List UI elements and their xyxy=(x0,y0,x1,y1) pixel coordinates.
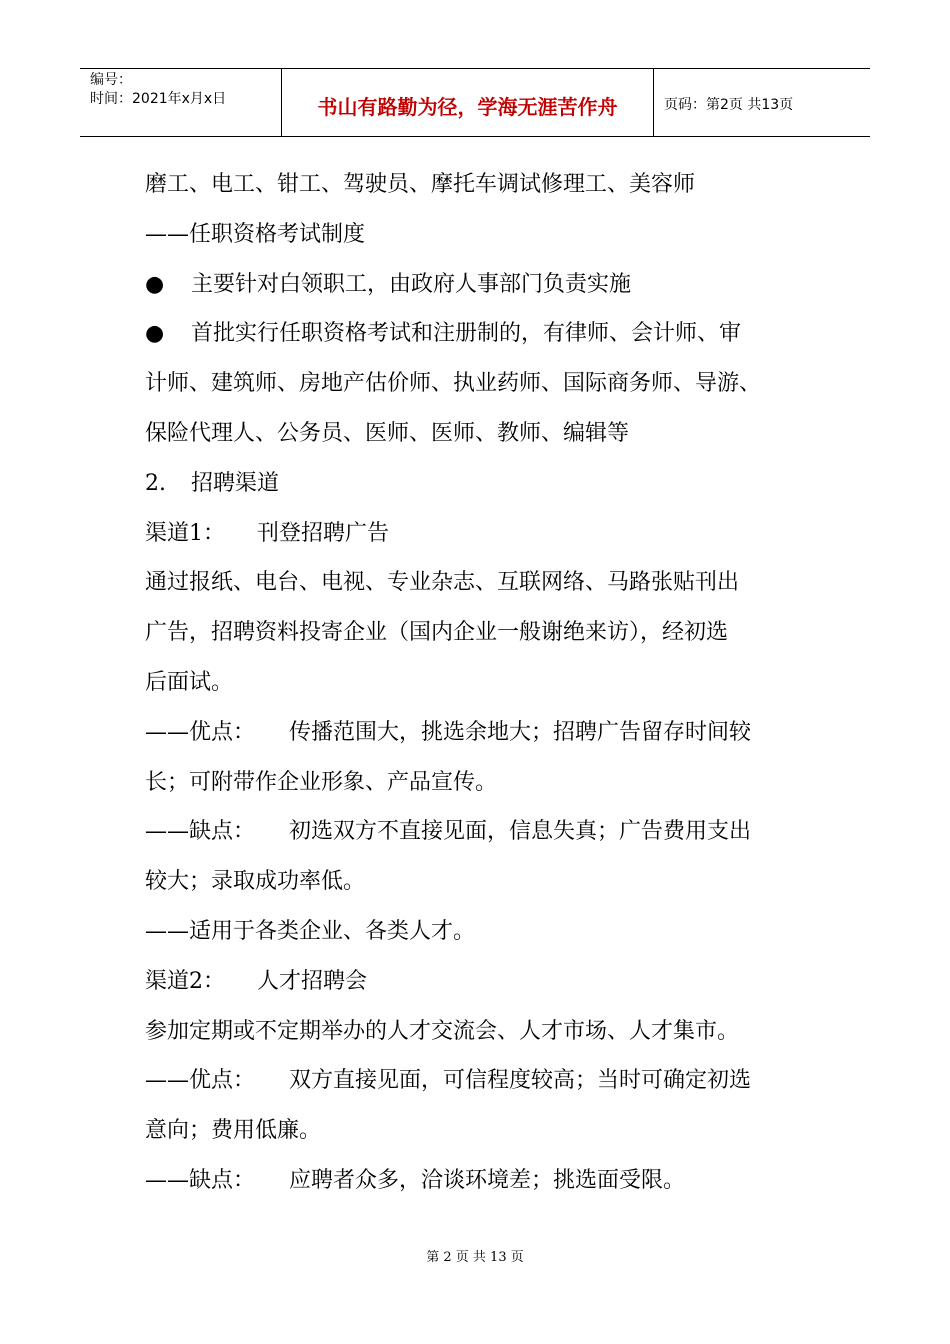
channel-label: 渠道1： xyxy=(145,520,225,546)
cons-text: 应聘者众多，洽谈环境差；挑选面受限。 xyxy=(289,1167,686,1193)
bullet-text: 首批实行任职资格考试和注册制的，有律师、会计师、审 xyxy=(191,321,742,347)
section-title: 招聘渠道 xyxy=(191,470,280,496)
text-line: 磨工、电工、钳工、驾驶员、摩托车调试修理工、美容师 xyxy=(145,172,696,197)
header-page-info: 页码：第2页 共13页 xyxy=(664,96,794,113)
channel-title: 刊登招聘广告 xyxy=(257,520,390,546)
text-line: 较大；录取成功率低。 xyxy=(145,869,366,895)
header-number: 编号： xyxy=(90,72,132,88)
bullet-dot-icon: ● xyxy=(145,321,165,347)
cons-line xyxy=(145,1156,825,1206)
text-line: ——适用于各类企业、各类人才。 xyxy=(145,918,476,944)
pros-text: 传播范围大，挑选余地大；招聘广告留存时间较 xyxy=(289,719,752,745)
pros-line xyxy=(145,1056,825,1106)
channel-heading xyxy=(145,509,825,559)
section-number: 2. xyxy=(145,470,166,496)
bullet-item xyxy=(145,260,825,310)
bullet-text: 主要针对白领职工，由政府人事部门负责实施 xyxy=(191,271,632,297)
text-line: 参加定期或不定期举办的人才交流会、人才市场、人才集市。 xyxy=(145,1018,740,1044)
text-line: 通过报纸、电台、电视、专业杂志、互联网络、马路张贴刊出 xyxy=(145,570,740,596)
cons-line xyxy=(145,807,825,857)
bullet-item xyxy=(145,309,825,359)
header-meta xyxy=(80,69,282,136)
page-footer: 第 2 页 共 13 页 xyxy=(426,1250,524,1265)
header-motto: 书山有路勤为径，学海无涯苦作舟 xyxy=(282,69,654,136)
text-line: 保险代理人、公务员、医师、医师、教师、编辑等 xyxy=(145,420,630,446)
header-time: 时间：2021年x月x日 xyxy=(90,91,227,107)
section-heading xyxy=(145,459,825,509)
pros-label: ——优点： xyxy=(145,1068,256,1094)
cons-label: ——缺点： xyxy=(145,1167,256,1193)
text-line: 长；可附带作企业形象、产品宣传。 xyxy=(145,769,498,795)
channel-title: 人才招聘会 xyxy=(257,968,368,994)
bullet-dot-icon: ● xyxy=(145,271,165,297)
pros-line xyxy=(145,708,825,758)
text-line: 意向；费用低廉。 xyxy=(145,1118,322,1144)
cons-text: 初选双方不直接见面，信息失真；广告费用支出 xyxy=(289,819,752,845)
channel-heading xyxy=(145,957,825,1007)
document-body xyxy=(145,160,825,1206)
text-line: 计师、建筑师、房地产估价师、执业药师、国际商务师、导游、 xyxy=(145,371,762,397)
pros-label: ——优点： xyxy=(145,719,256,745)
cons-label: ——缺点： xyxy=(145,819,256,845)
text-line: 广告，招聘资料投寄企业（国内企业一般谢绝来访），经初选 xyxy=(145,620,729,646)
text-line: 后面试。 xyxy=(145,669,234,695)
text-line: ——任职资格考试制度 xyxy=(145,221,366,247)
channel-label: 渠道2： xyxy=(145,968,225,994)
pros-text: 双方直接见面，可信程度较高；当时可确定初选 xyxy=(289,1068,752,1094)
page-header xyxy=(80,68,870,137)
